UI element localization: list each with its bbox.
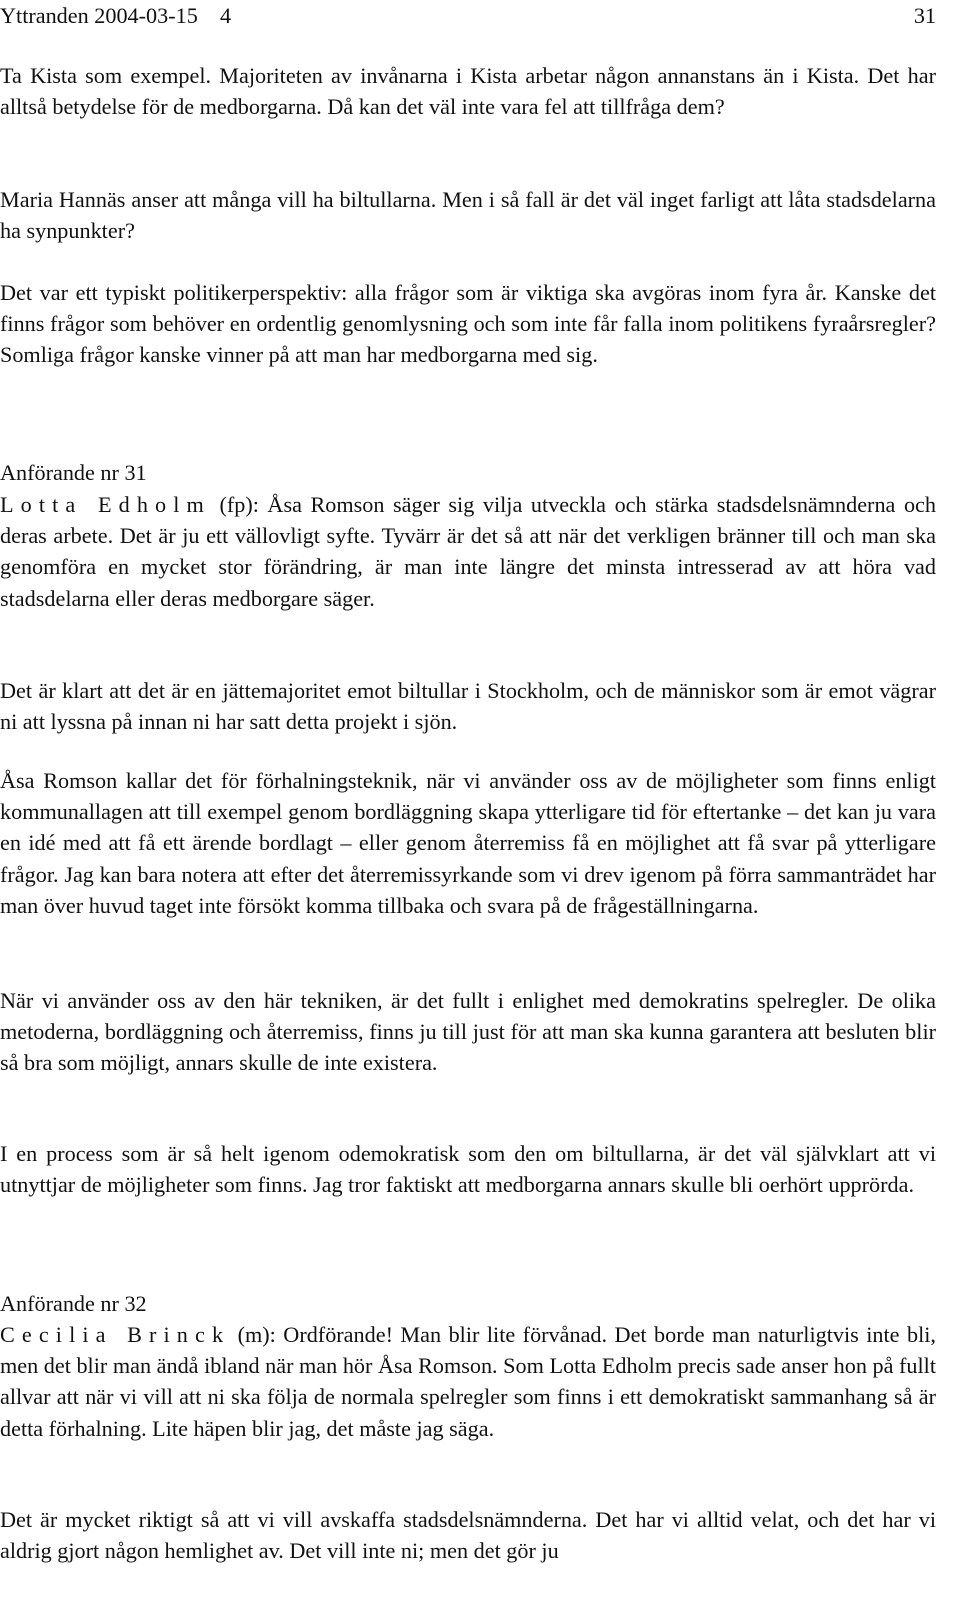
speech-body: (m): Ordförande! Man blir lite förvånad. Det borde man naturligtvis inte bli, men det blir man ändå ibland när man hör Åsa Romson. Som Lotta Edholm precis sade anser hon på fullt allvar att när vi vill att ni ska följa de normala spelregler som finns i ett demokratiskt sammanhang så är detta förhalning. Lite häpen blir jag, det måste jag säga. <box>0 1322 936 1441</box>
paragraph: Det är mycket riktigt så att vi vill avskaffa stadsdelsnämnderna. Det har vi alltid velat, och det har vi aldrig gjort någon hemlighet av. Det vill inte ni; men det gör ju <box>0 1507 936 1564</box>
speech-body: (fp): Åsa Romson säger sig vilja utveckla och stärka stadsdelsnämnderna och deras arbete. Det är ju ett vällovligt syfte. Tyvärr är det så att när det verkligen bränner till och man ska genomföra en mycket stor förändring, är man inte längre det minsta intresserad av att höra vad stadsdelarna eller deras medborgare säger. <box>0 492 936 611</box>
speaker-name: Cecilia Brinck <box>0 1322 231 1347</box>
paragraph: Det är klart att det är en jättemajoritet emot biltullar i Stockholm, och de människor som är emot vägrar ni att lyssna på innan ni har satt detta projekt i sjön. <box>0 678 936 735</box>
paragraph: Maria Hannäs anser att många vill ha biltullarna. Men i så fall är det väl inget farligt att låta stadsdelarna ha synpunkter? <box>0 187 936 244</box>
speaker-name: Lotta Edholm <box>0 492 211 517</box>
header-title: Yttranden 2004-03-15 4 <box>0 3 232 28</box>
paragraph: Det var ett typiskt politikerperspektiv: alla frågor som är viktiga ska avgöras inom fyra år. Kanske det finns frågor som behöver en ordentlig genomlysning och som inte får falla inom politikens fyraårsregler? Somliga frågor kanske vinner på att man har medborgarna med sig. <box>0 280 936 368</box>
paragraph: Åsa Romson kallar det för förhalningsteknik, när vi använder oss av de möjligheter som finns enligt kommunallagen att till exempel genom bordläggning skapa ytterligare tid för eftertanke – det kan ju vara en idé med att få ett ärende bordlagt – eller genom återremiss få en möjlighet att få svar på ytterligare frågor. Jag kan bara notera att efter det återremissyrkande som vi drev igenom på förra sammanträdet har man över huvud taget inte försökt komma tillbaka och svara på de frågeställningarna. <box>0 768 936 918</box>
speech-text <box>0 1319 936 1444</box>
paragraph: Ta Kista som exempel. Majoriteten av invånarna i Kista arbetar någon annanstans än i Kista. Det har alltså betydelse för de medborgarna. Då kan det väl inte vara fel att tillfråga dem? <box>0 63 936 120</box>
page-number: 31 <box>913 3 936 28</box>
paragraph: I en process som är så helt igenom odemokratisk som den om biltullarna, är det väl självklart att vi utnyttjar de möjligheter som finns. Jag tror faktiskt att medborgarna annars skulle bli oerhört upprörda. <box>0 1141 936 1198</box>
paragraph: När vi använder oss av den här tekniken, är det fullt i enlighet med demokratins spelregler. De olika metoderna, bordläggning och återremiss, finns ju till just för att man ska kunna garantera att besluten blir så bra som möjligt, annars skulle de inte existera. <box>0 988 936 1076</box>
speech-text <box>0 489 936 614</box>
speech-heading: Anförande nr 31 <box>0 460 147 485</box>
speech-heading: Anförande nr 32 <box>0 1291 147 1316</box>
page-header <box>0 0 936 32</box>
